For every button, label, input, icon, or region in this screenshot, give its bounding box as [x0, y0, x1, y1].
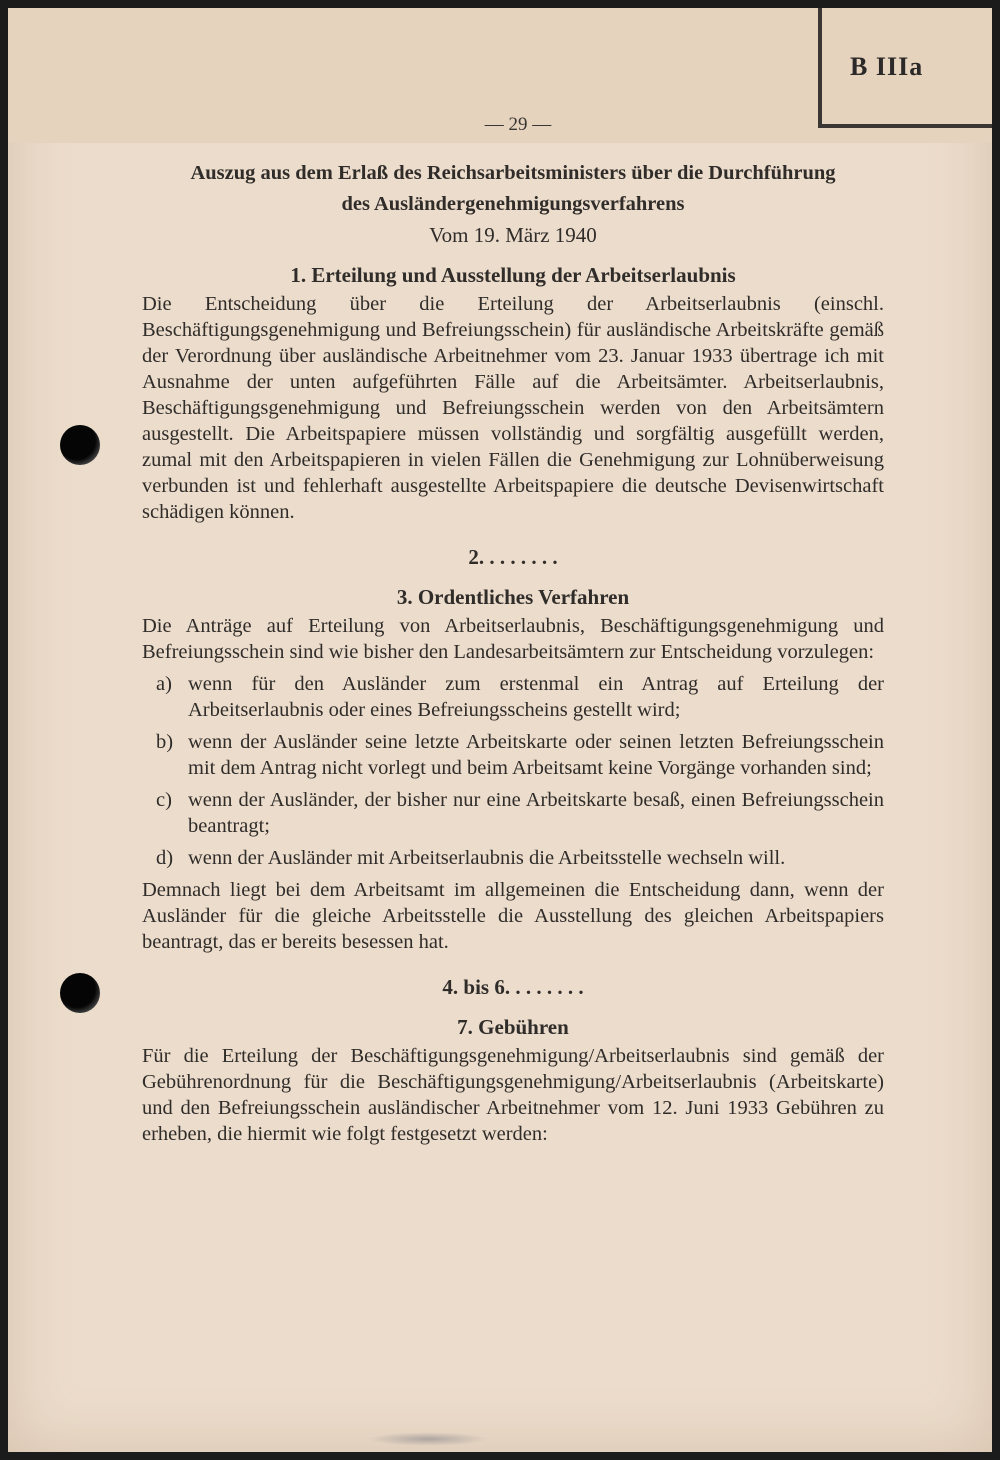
list-item-text: wenn der Ausländer mit Arbeitserlaubnis die Arbeitsstelle wechseln will. — [188, 847, 786, 869]
list-item — [142, 671, 884, 723]
section-7-text: Für die Erteilung der Beschäftigungsgenehmigung/Arbeitserlaubnis sind gemäß der Gebührenordnung für die Beschäftigungsgenehmigung/Arbeitserlaubnis (Arbeitskarte) und den Befreiungsschein ausländischer Arbeitnehmer vom 12. Juni 1933 Gebühren zu erheben, die hiermit wie folgt festgesetzt werden: — [142, 1045, 884, 1145]
title-line-1: Auszug aus dem Erlaß des Reichsarbeitsministers über die Durchführung — [190, 162, 836, 184]
section-1-text: Die Entscheidung über die Erteilung der Arbeitserlaubnis (einschl. Beschäftigungsgenehmigung und Befreiungsschein) für ausländische Arbeitskräfte gemäß der Verordnung über ausländische Arbeitnehmer vom 23. Januar 1933 übertrage ich mit Ausnahme der unten aufgeführten Fälle auf die Arbeitsämter. Arbeitserlaubnis, Beschäftigungsgenehmigung und Befreiungsschein werden von den Arbeitsämtern ausgestellt. Die Arbeitspapiere müssen vollständig und sorgfältig ausgefüllt werden, zumal mit den Arbeitspapieren in vielen Fällen die Genehmigung zur Lohnüberweisung verbunden ist und fehlerhaft ausgestellte Arbeitspapiere die deutsche Devisenwirtschaft schädigen können. — [142, 293, 884, 523]
list-item-label: a) — [156, 673, 172, 695]
section-7-heading: 7. Gebühren — [457, 1015, 569, 1039]
punch-hole-icon — [60, 425, 100, 465]
document-page — [8, 8, 992, 1452]
section-2-heading: 2. . . . . . . . — [468, 545, 558, 569]
list-item-text: wenn der Ausländer, der bisher nur eine Arbeitskarte besaß, einen Befreiungsschein beantragt; — [188, 789, 884, 837]
list-item-label: c) — [156, 789, 172, 811]
paper-smudge — [368, 1432, 488, 1446]
decree-date: Vom 19. März 1940 — [429, 223, 597, 247]
list-item-text: wenn der Ausländer seine letzte Arbeitskarte oder seinen letzten Befreiungsschein mit dem Antrag nicht vorlegt und beim Arbeitsamt keine Vorgänge vorhanden sind; — [188, 731, 884, 779]
section-3-heading: 3. Ordentliches Verfahren — [396, 585, 630, 609]
section-3-list — [142, 671, 884, 871]
title-line-2: des Ausländergenehmigungsverfahrens — [341, 193, 685, 215]
page-number: — 29 — — [484, 114, 552, 135]
document-body — [142, 158, 884, 1147]
list-item — [142, 729, 884, 781]
section-3-intro: Die Anträge auf Erteilung von Arbeitserlaubnis, Beschäftigungsgenehmigung und Befreiungsschein sind wie bisher den Landesarbeitsämtern zur Entscheidung vorzulegen: — [142, 615, 884, 663]
archive-stamp — [818, 8, 992, 128]
list-item — [142, 787, 884, 839]
list-item-label: b) — [156, 731, 174, 753]
section-1-heading: 1. Erteilung und Ausstellung der Arbeitserlaubnis — [290, 263, 736, 287]
section-3-outro: Demnach liegt bei dem Arbeitsamt im allgemeinen die Entscheidung dann, wenn der Ausländer für die gleiche Arbeitsstelle die Ausstellung des gleichen Arbeitspapiers beantragt, das er bereits besessen hat. — [142, 879, 884, 953]
section-4-6-heading: 4. bis 6. . . . . . . . — [442, 975, 584, 999]
stamp-label: B IIIa — [850, 52, 924, 81]
punch-hole-icon — [60, 973, 100, 1013]
list-item-label: d) — [156, 847, 174, 869]
list-item — [142, 845, 884, 871]
list-item-text: wenn für den Ausländer zum erstenmal ein Antrag auf Erteilung der Arbeitserlaubnis oder eines Befreiungsscheins gestellt wird; — [188, 673, 884, 721]
